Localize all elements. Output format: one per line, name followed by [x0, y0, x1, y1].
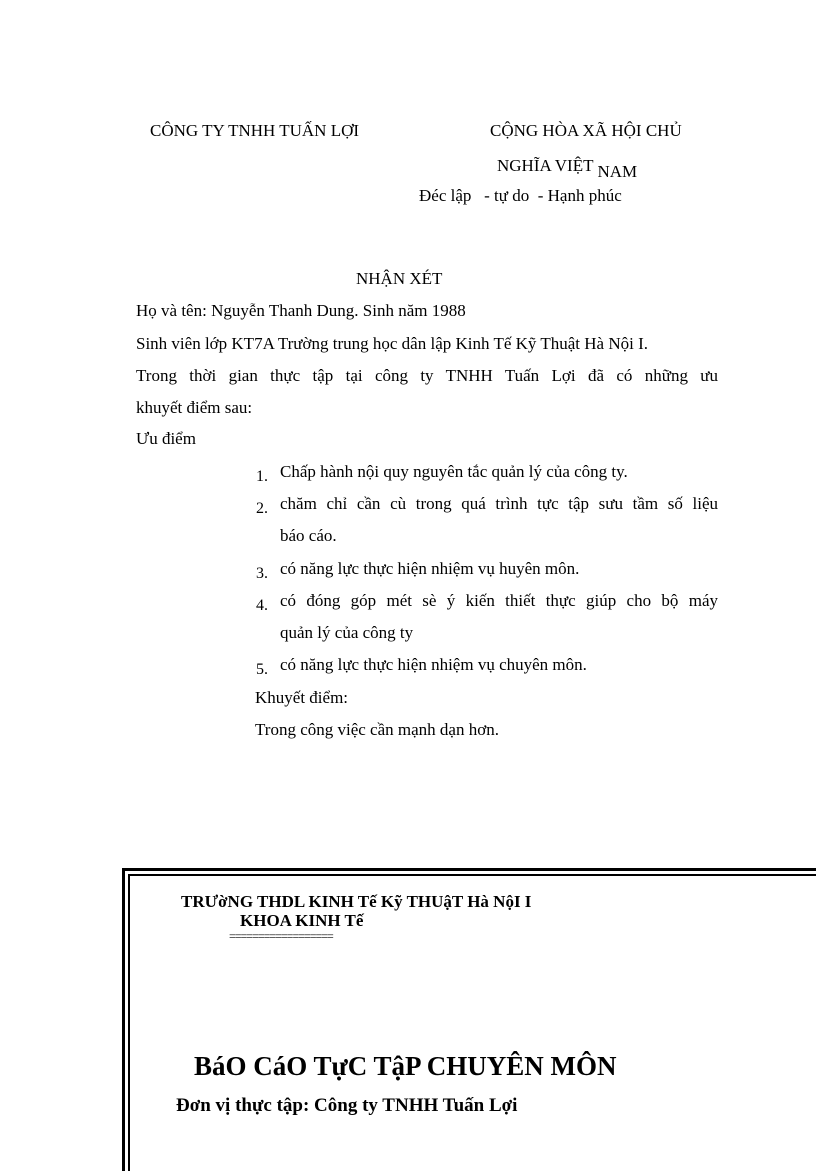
- internship-intro-line: Trong thời gian thực tập tại công ty TNHH Tuấn Lợi đã có những ưu: [136, 366, 718, 385]
- list-item-number: 2.: [256, 500, 268, 517]
- list-item-text: chăm chỉ cần cù trong quá trình tực tập sưu tầm số liệu: [280, 494, 718, 513]
- student-name-line: Họ và tên: Nguyễn Thanh Dung. Sinh năm 1988: [136, 301, 466, 320]
- weakness-label: Khuyết điểm:: [255, 688, 349, 707]
- list-item-text-continued: báo cáo.: [280, 526, 337, 545]
- list-item-text: có năng lực thực hiện nhiệm vụ huyên môn.: [280, 559, 580, 578]
- national-title-line2-end: NAM: [597, 162, 638, 181]
- list-item-text: Chấp hành nội quy nguyên tắc quản lý của công ty.: [280, 462, 628, 481]
- list-item-number: 5.: [256, 661, 268, 678]
- strengths-label: Ưu điểm: [136, 429, 196, 448]
- divider-rule: ==================: [229, 929, 333, 943]
- school-name: TRƯờNG THDL KINH Tế Kỹ THUậT Hà NộI I: [181, 892, 532, 911]
- internship-intro-line2: khuyết điểm sau:: [136, 398, 253, 417]
- student-class-line: Sinh viên lớp KT7A Trường trung học dân lập Kinh Tế Kỹ Thuật Hà Nội I.: [136, 334, 648, 353]
- list-item-text-continued: quản lý của công ty: [280, 623, 414, 642]
- national-motto: Đéc lập - tự do - Hạnh phúc: [419, 186, 622, 205]
- company-name: CÔNG TY TNHH TUẤN LỢI: [150, 121, 360, 140]
- list-item-number: 3.: [256, 565, 268, 582]
- national-title-line2-text: NGHĨA VIỆT: [497, 156, 594, 175]
- list-item-number: 1.: [256, 468, 268, 485]
- report-cover-frame: [122, 868, 816, 1171]
- department-name: KHOA KINH Tế: [240, 911, 364, 930]
- review-title: NHẬN XÉT: [356, 269, 443, 288]
- list-item-text: có năng lực thực hiện nhiệm vụ chuyên môn.: [280, 655, 587, 674]
- list-item-text: có đóng góp mét sè ý kiến thiết thực giúp cho bộ máy: [280, 591, 718, 610]
- list-item-number: 4.: [256, 597, 268, 614]
- internship-unit: Đơn vị thực tập: Công ty TNHH Tuấn Lợi: [176, 1095, 518, 1116]
- weakness-text: Trong công việc cần mạnh dạn hơn.: [255, 720, 499, 739]
- report-title: BáO CáO TựC TậP CHUYÊN MÔN: [194, 1051, 617, 1081]
- national-title-line2: [497, 156, 638, 181]
- national-title-line1: CỘNG HÒA XÃ HỘI CHỦ: [490, 121, 682, 140]
